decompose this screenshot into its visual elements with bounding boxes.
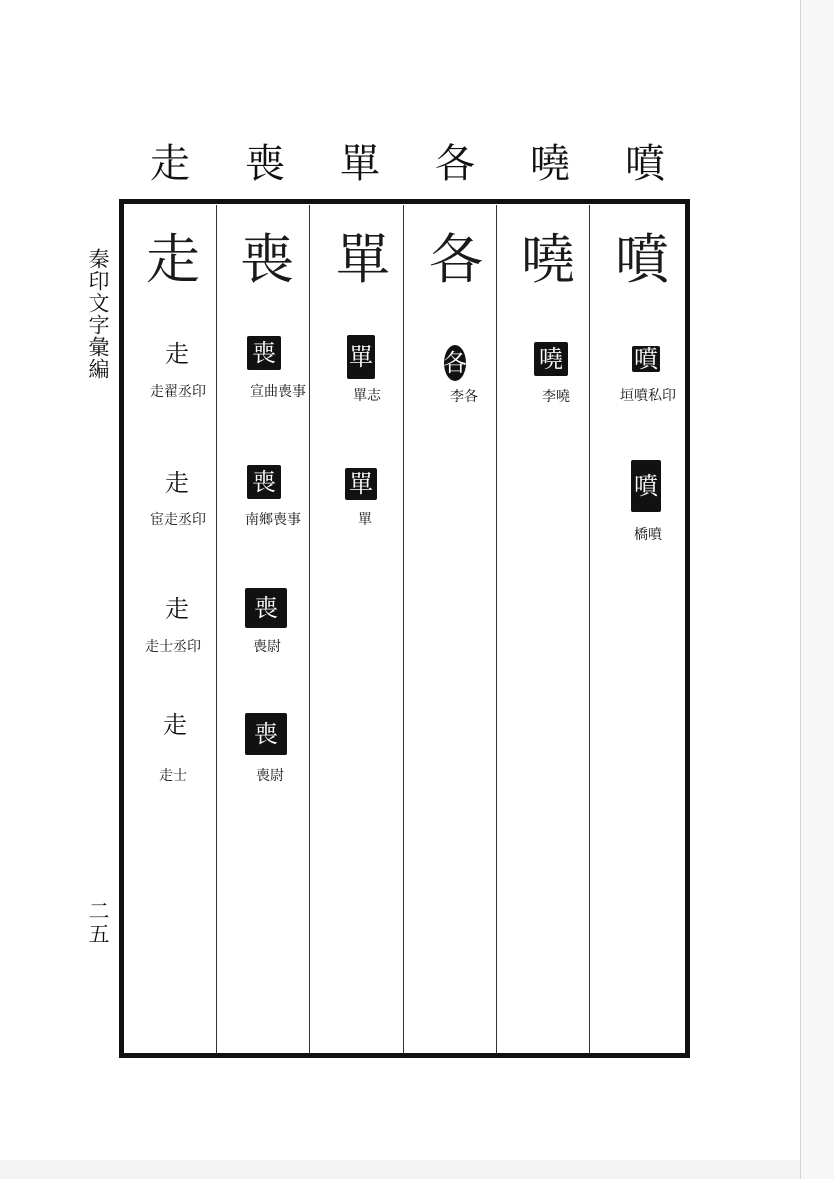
seal-script-glyph: 單 bbox=[336, 228, 390, 291]
seal-script-glyph: 喪 bbox=[240, 228, 294, 291]
header-row bbox=[135, 140, 690, 190]
header-char: 走 bbox=[150, 141, 190, 187]
page-number: 二五 bbox=[86, 900, 110, 946]
seal-caption: 南鄉喪事 bbox=[245, 512, 301, 528]
seal-impression: 單 bbox=[345, 468, 377, 500]
seal-impression: 喪 bbox=[245, 713, 287, 755]
seal-impression: 走 bbox=[163, 711, 187, 739]
seal-impression: 噴 bbox=[634, 345, 658, 373]
seal-caption: 喪尉 bbox=[253, 639, 281, 655]
seal-caption: 走士丞印 bbox=[145, 639, 201, 655]
seal-impression: 走 bbox=[165, 340, 189, 368]
seal-caption: 宦走丞印 bbox=[150, 512, 206, 528]
seal-impression: 喪 bbox=[247, 465, 281, 499]
seal-caption: 橋噴 bbox=[634, 527, 662, 543]
seal-impression: 喪 bbox=[245, 588, 287, 628]
table-frame bbox=[119, 199, 690, 1058]
seal-caption: 垣噴私印 bbox=[620, 388, 676, 404]
seal-caption: 宣曲喪事 bbox=[250, 384, 306, 400]
seal-impression: 單 bbox=[347, 335, 375, 379]
seal-script-glyph: 嘵 bbox=[521, 228, 575, 291]
column-divider bbox=[589, 205, 590, 1053]
seal-impression: 嘵 bbox=[534, 342, 568, 376]
seal-caption: 李嘵 bbox=[542, 389, 570, 405]
seal-caption: 走翟丞印 bbox=[150, 384, 206, 400]
seal-impression: 走 bbox=[165, 595, 189, 623]
column-divider bbox=[403, 205, 404, 1053]
seal-caption: 李各 bbox=[450, 389, 478, 405]
seal-impression: 各 bbox=[444, 345, 466, 381]
column-divider bbox=[216, 205, 217, 1053]
seal-impression: 走 bbox=[165, 469, 189, 497]
seal-caption: 走士 bbox=[159, 768, 187, 784]
header-char: 噴 bbox=[625, 141, 665, 187]
seal-caption: 喪尉 bbox=[256, 768, 284, 784]
seal-impression: 喪 bbox=[247, 336, 281, 370]
seal-script-glyph: 走 bbox=[146, 228, 200, 291]
header-char: 單 bbox=[340, 141, 380, 187]
column-divider bbox=[309, 205, 310, 1053]
book-title: 秦印文字彙編 bbox=[86, 248, 110, 380]
header-char: 喪 bbox=[245, 141, 285, 187]
column-divider bbox=[496, 205, 497, 1053]
seal-impression: 噴 bbox=[631, 460, 661, 512]
seal-script-glyph: 噴 bbox=[615, 228, 669, 291]
seal-caption: 單志 bbox=[353, 388, 381, 404]
page-bottom-margin bbox=[0, 1160, 800, 1179]
header-char: 嘵 bbox=[530, 141, 570, 187]
page-edge bbox=[800, 0, 834, 1179]
seal-caption: 單 bbox=[358, 512, 372, 528]
header-char: 各 bbox=[435, 141, 475, 187]
seal-script-glyph: 各 bbox=[429, 228, 483, 291]
